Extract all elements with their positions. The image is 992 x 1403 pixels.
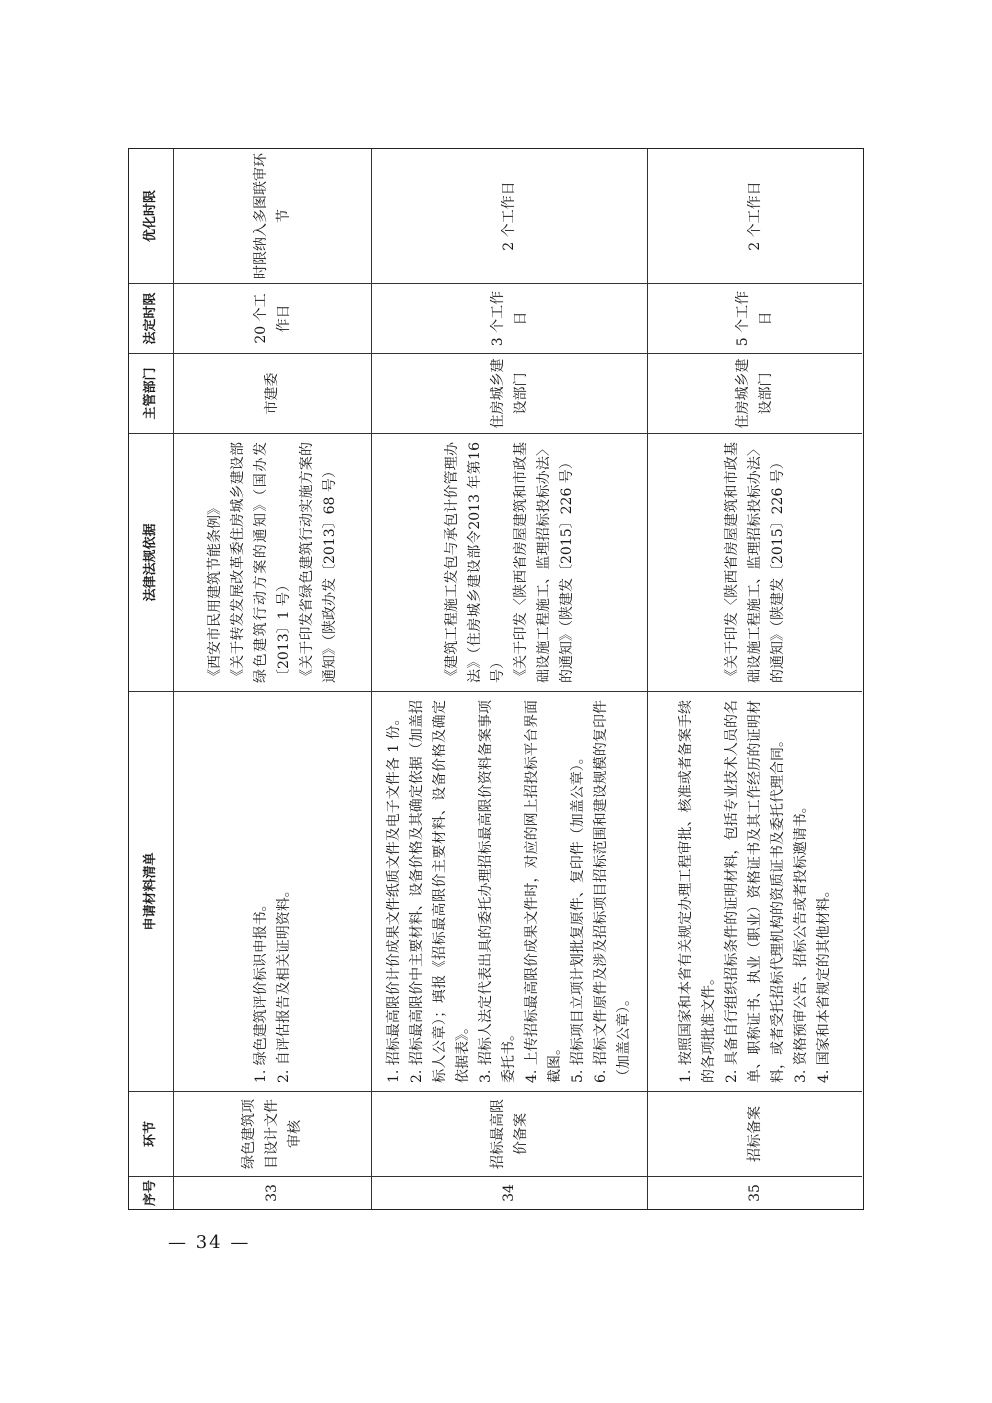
law-item: 《关于印发省绿色建筑行动实施方案的通知》（陕政办发〔2013〕68 号） xyxy=(298,442,338,683)
rotated-table xyxy=(128,148,864,1210)
material-item: 3. 资格预审公告、招标公告或者投标邀请书。 xyxy=(792,799,809,1083)
material-item: 2. 自评估报告及相关证明资料。 xyxy=(275,883,292,1083)
material-item: 5. 招标项目立项计划批复原件、复印件（加盖公章）。 xyxy=(570,750,586,1083)
material-item: 4. 国家和本省规定的其他材料。 xyxy=(815,883,832,1083)
header-optimized-time: 优化时限 xyxy=(129,149,173,284)
row-materials xyxy=(174,692,371,1092)
header-materials: 申请材料清单 xyxy=(129,692,173,1092)
law-item: 《关于转发发展改革委住房城乡建设部绿色建筑行动方案的通知》（国办发〔2013〕1 号） xyxy=(229,442,292,683)
row-step: 绿色建筑项目设计文件审核 xyxy=(174,1092,371,1177)
material-item: 1. 绿色建筑评价标识申报书。 xyxy=(252,897,269,1083)
material-item: 3. 招标人法定代表出具的委托办理招标最高限价资料备案事项委托书。 xyxy=(478,700,517,1083)
table-header-row xyxy=(129,149,173,1209)
row-optimized-time: 时限纳入多图联审环节 xyxy=(174,149,371,284)
row-optimized-time: 2 个工作日 xyxy=(372,149,647,284)
row-materials xyxy=(648,692,862,1092)
row-no: 35 xyxy=(746,1184,763,1202)
row-materials xyxy=(372,692,647,1092)
material-item: 2. 具备自行组织招标条件的证明材料，包括专业技术人员的名单、职称证书、执业（职业）资格证书及其工作经历的证明材料，或者受托招标代理机构的资质证书及委托代理合同。 xyxy=(723,700,786,1083)
header-law: 法律法规依据 xyxy=(129,434,173,692)
row-law xyxy=(372,434,647,692)
table-row xyxy=(371,149,647,1209)
header-legal-time: 法定时限 xyxy=(129,284,173,354)
table-row xyxy=(173,149,371,1209)
row-step: 招标最高限价备案 xyxy=(372,1092,647,1177)
law-item: 《关于印发〈陕西省房屋建筑和市政基础设施工程施工、监理招标投标办法〉的通知》（陕建发〔2015〕226 号） xyxy=(723,442,786,683)
row-dept: 住房城乡建设部门 xyxy=(648,354,862,434)
header-no: 序号 xyxy=(143,1180,158,1207)
row-no: 33 xyxy=(264,1184,280,1202)
table-row xyxy=(647,149,862,1209)
material-item: 2. 招标最高限价中主要材料、设备价格及其确定依据（加盖招标人公章）；填报《招标最高限价主要材料、设备价格及确定依据表》。 xyxy=(409,700,471,1083)
material-item: 6. 招标文件原件及涉及招标项目招标范围和建设规模的复印件（加盖公章）。 xyxy=(593,700,632,1083)
row-legal-time: 20 个工作日 xyxy=(174,284,371,354)
row-law xyxy=(648,434,862,692)
row-optimized-time: 2 个工作日 xyxy=(648,149,862,284)
material-item: 1. 按照国家和本省有关规定办理工程审批、核准或者备案手续的各项批准文件。 xyxy=(677,700,717,1083)
law-item: 《关于印发〈陕西省房屋建筑和市政基础设施工程施工、监理招标投标办法〉的通知》（陕建发〔2015〕226 号） xyxy=(512,442,575,683)
header-step: 环节 xyxy=(129,1092,173,1177)
row-legal-time: 5 个工作日 xyxy=(648,284,862,354)
law-item: 《西安市民用建筑节能条例》 xyxy=(206,501,223,683)
row-law xyxy=(174,434,371,692)
material-item: 4. 上传招标最高限价成果文件时，对应的网上招投标平台界面截图。 xyxy=(524,700,563,1083)
row-no: 34 xyxy=(501,1184,517,1202)
row-step: 招标备案 xyxy=(648,1092,862,1177)
row-legal-time: 3 个工作日 xyxy=(372,284,647,354)
row-dept: 市建委 xyxy=(174,354,371,434)
law-item: 《建筑工程施工发包与承包计价管理办法》（住房城乡建设部令2013 年第16 号） xyxy=(443,442,506,683)
material-item: 1. 招标最高限价计价成果文件纸质文件及电子文件各 1 份。 xyxy=(386,711,402,1083)
page-number: — 34 — xyxy=(168,1232,251,1253)
header-dept: 主管部门 xyxy=(129,354,173,434)
row-dept: 住房城乡建设部门 xyxy=(372,354,647,434)
